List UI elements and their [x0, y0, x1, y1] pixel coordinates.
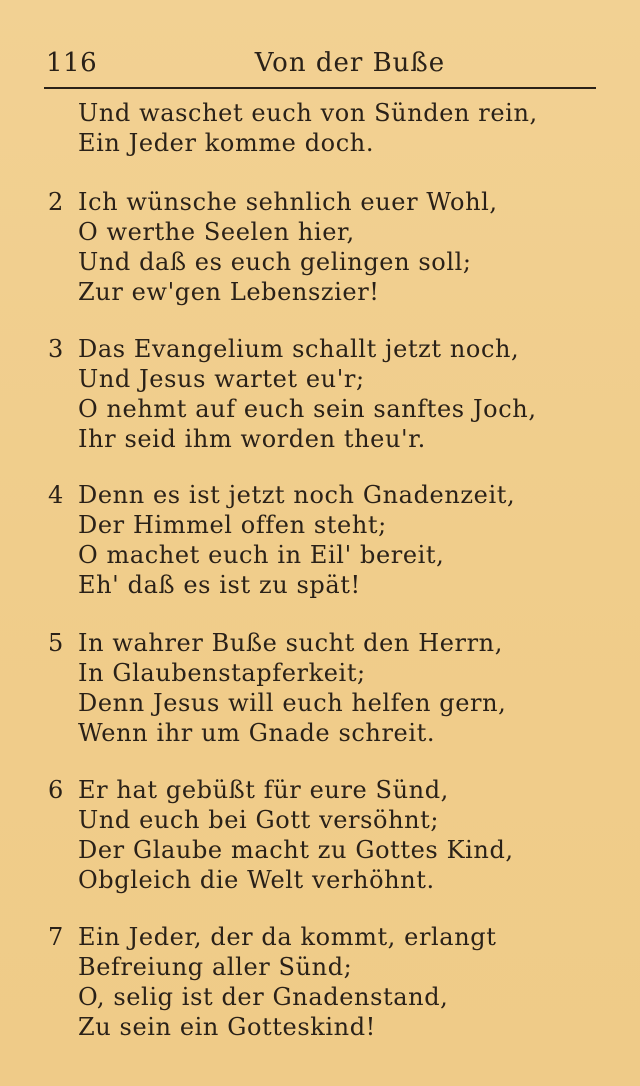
header-rule [44, 87, 596, 89]
verse-line: O nehmt auf euch sein sanftes Joch, [78, 395, 537, 423]
stanza-6 [44, 775, 604, 895]
verse-line: Ein Jeder komme doch. [78, 129, 375, 157]
verse-line: Wenn ihr um Gnade schreit. [78, 719, 436, 747]
stanza-continuation [44, 98, 538, 158]
verse-line: Er hat gebüßt für eure Sünd, [78, 776, 449, 804]
page-number: 116 [46, 48, 98, 78]
verse-line: O werthe Seelen hier, [78, 218, 355, 246]
stanza-2 [44, 187, 604, 307]
stanza-number: 3 [48, 335, 64, 363]
stanza-5 [44, 628, 604, 748]
running-title: Von der Buße [254, 48, 446, 78]
stanza-number: 6 [48, 776, 64, 804]
verse-line: Ihr seid ihm worden theu'r. [78, 425, 426, 453]
verse-line: Zu sein ein Gotteskind! [78, 1013, 376, 1041]
stanza-7 [44, 922, 604, 1042]
page-header [44, 44, 596, 84]
verse-line: Befreiung aller Sünd; [78, 953, 353, 981]
verse-line: In Glaubenstapferkeit; [78, 659, 366, 687]
verse-line: Zur ew'gen Lebenszier! [78, 278, 380, 306]
verse-line: Der Glaube macht zu Gottes Kind, [78, 836, 514, 864]
stanza-4 [44, 480, 604, 600]
verse-line: Denn Jesus will euch helfen gern, [78, 689, 507, 717]
verse-line: Ich wünsche sehnlich euer Wohl, [78, 188, 498, 216]
stanza-3 [44, 334, 604, 454]
verse-line: Und euch bei Gott versöhnt; [78, 806, 440, 834]
verse-line: Der Himmel offen steht; [78, 511, 387, 539]
verse-line: O machet euch in Eil' bereit, [78, 541, 445, 569]
verse-line: Und waschet euch von Sünden rein, [78, 99, 538, 127]
stanza-number: 2 [48, 188, 64, 216]
verse-line: Und Jesus wartet eu'r; [78, 365, 365, 393]
verse-line: In wahrer Buße sucht den Herrn, [78, 629, 503, 657]
verse-line: Eh' daß es ist zu spät! [78, 571, 361, 599]
stanza-number: 5 [48, 629, 64, 657]
verse-line: O, selig ist der Gnadenstand, [78, 983, 449, 1011]
stanza-number: 7 [48, 923, 64, 951]
stanza-number: 4 [48, 481, 64, 509]
verse-line: Das Evangelium schallt jetzt noch, [78, 335, 520, 363]
verse-line: Obgleich die Welt verhöhnt. [78, 866, 435, 894]
verse-line: Und daß es euch gelingen soll; [78, 248, 472, 276]
verse-line: Ein Jeder, der da kommt, erlangt [78, 923, 497, 951]
verse-line: Denn es ist jetzt noch Gnadenzeit, [78, 481, 516, 509]
